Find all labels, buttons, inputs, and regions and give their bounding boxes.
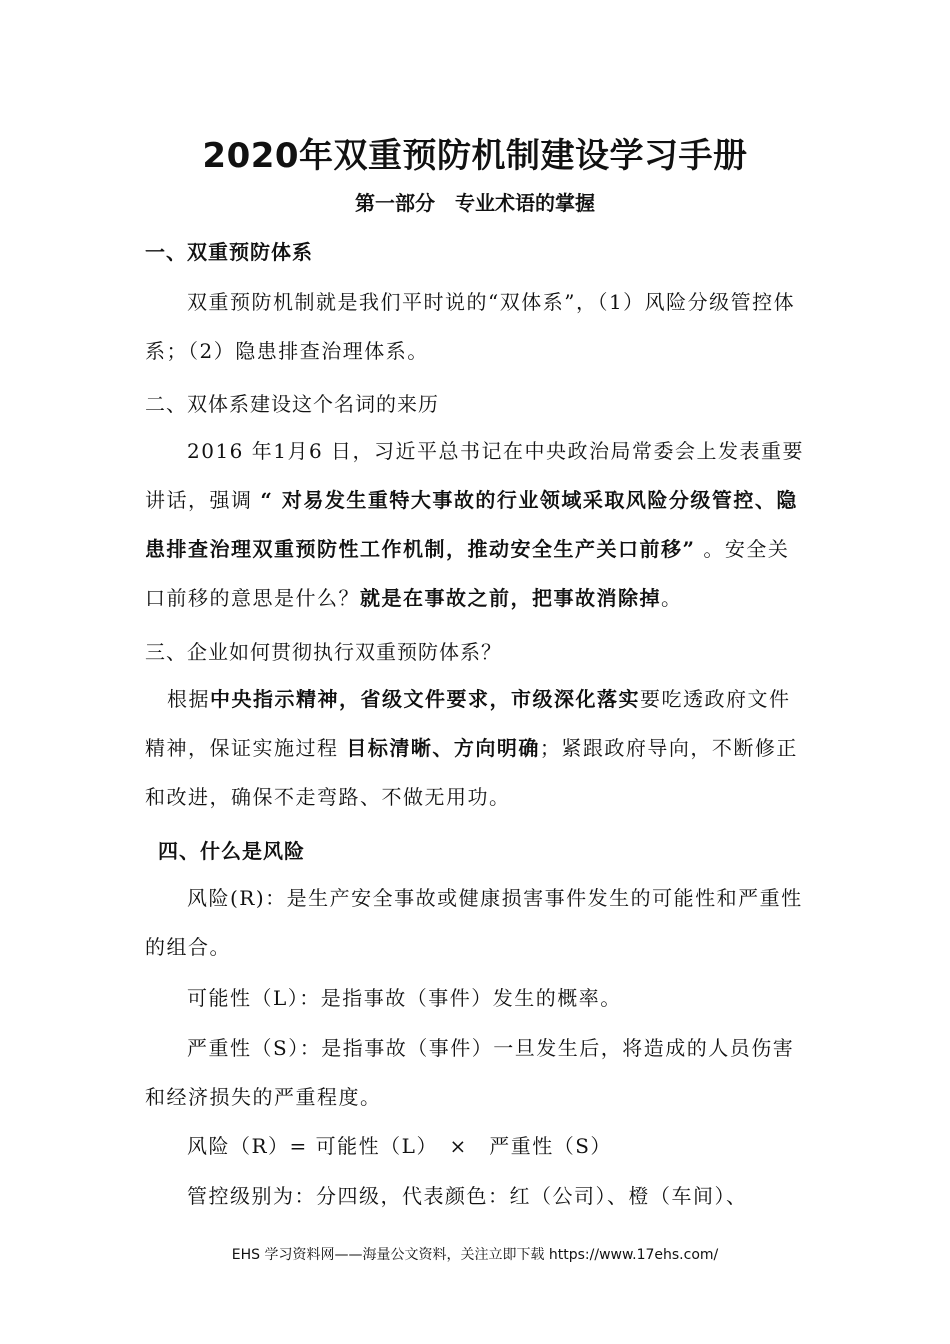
section-2-heading: 二、双体系建设这个名词的来历 [145,392,439,416]
page-title: 2020年双重预防机制建设学习手册 [202,136,748,176]
section-4-control-levels: 管控级别为：分四级，代表颜色：红（公司）、橙（车间）、 [187,1184,748,1208]
section-3-text-c: 要吃透政府文件精神，保证实施过程 [145,687,791,760]
part-subtitle: 第一部分 专业术语的掌握 [355,191,595,215]
section-1-heading: 一、双重预防体系 [145,240,313,264]
section-4-formula: 风险（R）= 可能性（L） × 严重性（S） [187,1134,612,1158]
section-4-definition-risk: 风险(R)：是生产安全事故或健康损害事件发生的可能性和严重性的组合。 [145,886,803,959]
section-1-paragraph: 双重预防机制就是我们平时说的“双体系”，（1）风险分级管控体系；（2）隐患排查治理体系。 [145,290,796,363]
section-4-heading: 四、什么是风险 [158,839,305,863]
section-2-text-e: 。 [661,586,683,610]
section-2-quote: “ 对易发生重特大事故的行业领域采取风险分级管控、隐患排查治理双重预防性工作机制，推动安全生产关口前移” [145,488,798,561]
section-2-text-c: 。安全关口前移的意思是什么？ [145,537,790,610]
section-2-text-a: 2016 年1月6 日，习近平总书记在中央政治局常委会上发表重要讲话，强调 [145,439,805,512]
section-3-heading: 三、企业如何贯彻执行双重预防体系？ [145,640,502,664]
section-4-definition-severity: 严重性（S）：是指事故（事件）一旦发生后，将造成的人员伤害和经济损失的严重程度。 [145,1036,795,1109]
section-3-text-e: ；紧跟政府导向，不断修正和改进，确保不走弯路、不做无用功。 [145,736,798,809]
page-footer: EHS 学习资料网——海量公文资料，关注立即下载 https://www.17ehs.com/ [231,1247,719,1263]
section-3-paragraph [145,675,810,822]
section-2-paragraph [145,427,810,623]
section-4-definition-likelihood: 可能性（L）：是指事故（事件）发生的概率。 [187,986,622,1010]
section-3-emphasis-1: 中央指示精神，省级文件要求，市级深化落实 [210,687,640,711]
section-3-emphasis-2: 目标清晰、方向明确 [346,736,540,760]
section-3-text-a: 根据 [167,687,210,711]
section-2-emphasis: 就是在事故之前，把事故消除掉 [360,586,661,610]
